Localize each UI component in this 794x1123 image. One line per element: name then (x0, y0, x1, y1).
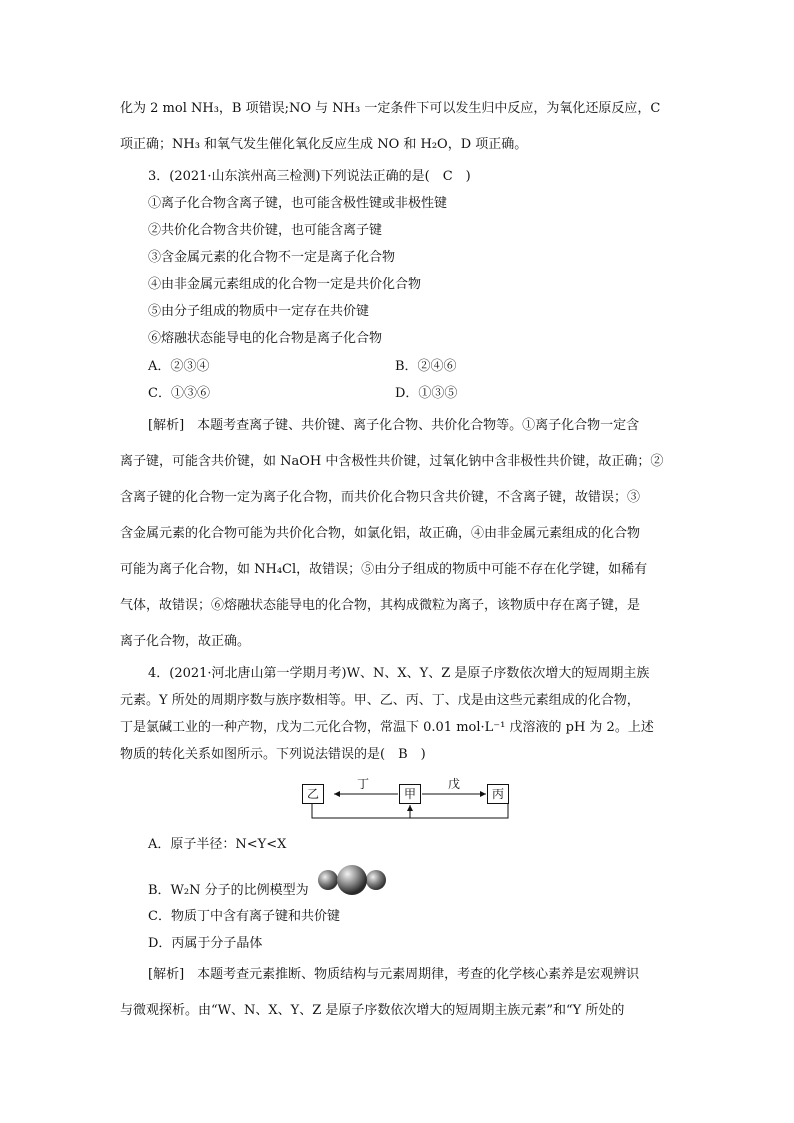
arrow-label-ding: 丁 (357, 777, 370, 791)
analysis-line: 离子化合物，故正确。 (120, 634, 251, 649)
statement-item: ⑥熔融状态能导电的化合物是离子化合物 (148, 331, 383, 346)
reaction-diagram (300, 778, 520, 828)
option-a: A．②③④ (148, 359, 210, 374)
option-b: B．②④⑥ (395, 359, 457, 374)
analysis-line: 可能为离子化合物，如 NH₄Cl，故错误；⑤由分子组成的物质中可能不存在化学键，如稀有 (120, 562, 648, 577)
box-jia: 甲 (399, 784, 421, 804)
box-bing: 丙 (487, 784, 509, 804)
option-d: D．丙属于分子晶体 (148, 936, 263, 951)
option-b: B．W₂N 分子的比例模型为 (148, 883, 309, 898)
analysis-line: 气体，故错误；⑥熔融状态能导电的化合物，其构成微粒为离子，该物质中存在离子键，是 (120, 598, 641, 613)
analysis-line: 与微观探析。由“W、N、X、Y、Z 是原子序数依次增大的短周期主族元素”和“Y 所处的 (120, 1003, 625, 1018)
question-4-stem: 4．(2021·河北唐山第一学期月考)W、N、X、Y、Z 是原子序数依次增大的短周期主族 (148, 666, 650, 681)
analysis-line: 离子键，可能含共价键，如 NaOH 中含极性共价键，过氧化钠中含非极性共价键，故正确；② (120, 454, 664, 469)
option-a: A．原子半径：N<Y<X (148, 837, 287, 852)
statement-item: ③含金属元素的化合物不一定是离子化合物 (148, 250, 396, 265)
question-4-stem: 丁是氯碱工业的一种产物，戊为二元化合物，常温下 0.01 mol·L⁻¹ 戊溶液的 pH 为 2。上述 (120, 720, 654, 735)
statement-item: ①离子化合物含离子键，也可能含极性键或非极性键 (148, 196, 448, 211)
analysis-line: [解析] 本题考查元素推断、物质结构与元素周期律，考查的化学核心素养是宏观辨识 (148, 967, 640, 982)
analysis-line: 含离子键的化合物一定为离子化合物，而共价化合物只含共价键，不含离子键，故错误；③ (120, 490, 641, 505)
statement-item: ⑤由分子组成的物质中一定存在共价键 (148, 304, 370, 319)
statement-item: ②共价化合物含共价键，也可能含离子键 (148, 223, 383, 238)
analysis-line: [解析] 本题考查离子键、共价键、离子化合物、共价化合物等。①离子化合物一定含 (148, 418, 640, 433)
analysis-line: 含金属元素的化合物可能为共价化合物，如氯化铝，故正确，④由非金属元素组成的化合物 (120, 526, 641, 541)
text-line: 项正确；NH₃ 和氧气发生催化氧化反应生成 NO 和 H₂O，D 项正确。 (120, 137, 528, 152)
option-c: C．物质丁中含有离子键和共价键 (148, 909, 340, 924)
text-line: 化为 2 mol NH₃，B 项错误;NO 与 NH₃ 一定条件下可以发生归中反应，为氧化还原反应，C (120, 101, 661, 116)
option-c: C．①③⑥ (148, 386, 210, 401)
question-4-stem: 物质的转化关系如图所示。下列说法错误的是( B ) (120, 747, 426, 762)
statement-item: ④由非金属元素组成的化合物一定是共价化合物 (148, 277, 422, 292)
molecule-ball-model (316, 864, 388, 896)
option-d: D．①③⑤ (395, 386, 458, 401)
question-4-stem: 元素。Y 所处的周期序数与族序数相等。甲、乙、丙、丁、戊是由这些元素组成的化合物， (120, 693, 640, 708)
question-3-stem: 3．(2021·山东滨州高三检测)下列说法正确的是( C ) (148, 169, 471, 184)
arrow-label-wu: 戊 (448, 777, 461, 791)
box-yi: 乙 (302, 784, 324, 804)
